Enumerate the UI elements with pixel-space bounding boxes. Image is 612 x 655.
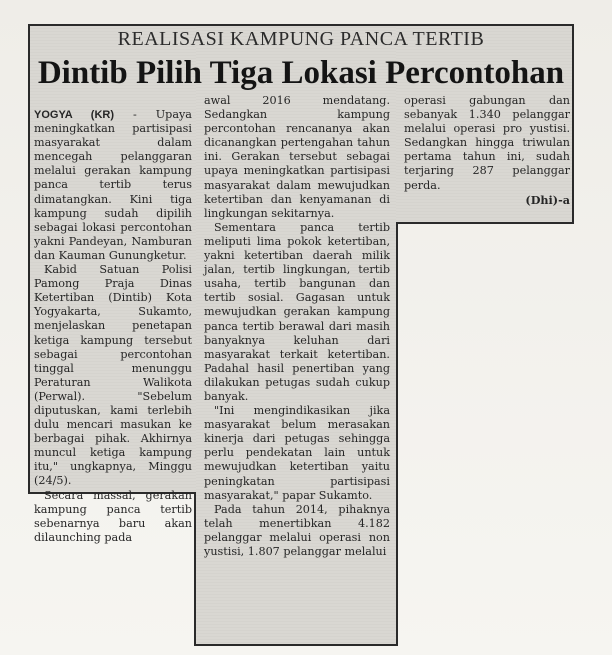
article-headline: Dintib Pilih Tiga Lokasi Percontohan	[37, 55, 565, 91]
paragraph: Kabid Satuan Polisi Pamong Praja Dinas Ketertiban (Dintib) Kota Yogyakarta, Sukamto, menjelaskan penetapan ketiga kampung tersebut sebagai percontohan tinggal menunggu Peraturan Walikota (Perwal). "Sebelum diputuskan, kami terlebih dulu mencari masukan ke berbagai pihak. Akhirnya muncul ketiga kampung itu," ungkapnya, Minggu (24/5).	[34, 263, 192, 488]
paragraph: - Upaya meningkatkan partisipasi masyarakat dalam mencegah pelanggaran melalui gerakan kampung panca tertib terus dimatangkan. Kini tiga kampung sudah dipilih sebagai lokasi percontohan yakni Pandeyan, Namburan dan Kauman Gunungketur.	[34, 108, 192, 262]
column-1	[34, 108, 192, 545]
article-kicker: REALISASI KAMPUNG PANCA TERTIB	[117, 28, 485, 50]
paragraph: operasi gabungan dan sebanyak 1.340 pelanggar melalui operasi pro yustisi. Sedangkan hingga triwulan pertama tahun ini, sudah terjaring 287 pelanggar perda.	[404, 94, 570, 192]
frame-top	[28, 24, 574, 26]
column-3	[404, 94, 570, 207]
dateline: YOGYA (KR)	[34, 109, 114, 121]
paragraph: awal 2016 mendatang. Sedangkan kampung percontohan rencananya akan dicanangkan pertengahan tahun ini. Gerakan tersebut sebagai upaya meningkatkan partisipasi masyarakat dalam mewujudkan ketertiban dan kenyamanan di lingkungan sekitarnya.	[204, 94, 390, 220]
paragraph: "Ini mengindikasikan jika masyarakat belum merasakan kinerja dari petugas sehingga perlu pendekatan lain untuk mewujudkan ketertiban yaitu peningkatan partisipasi masyarakat," papar Sukamto.	[204, 404, 390, 502]
frame-step-left	[194, 492, 196, 646]
column-2	[204, 94, 390, 559]
paragraph: Sementara panca tertib meliputi lima pokok ketertiban, yakni ketertiban daerah milik jalan, tertib lingkungan, tertib usaha, tertib bangunan dan tertib sosial. Gagasan untuk mewujudkan gerakan kampung panca tertib berawal dari masih banyaknya keluhan dari masyarakat terkait ketertiban. Padahal hasil penertiban yang dilakukan petugas sudah cukup banyak.	[204, 220, 390, 403]
frame-left	[28, 24, 30, 494]
frame-right-bottom	[396, 222, 574, 224]
paragraph: Secara massal, gerakan kampung panca tertib sebenarnya baru akan dilaunching pada	[34, 488, 192, 544]
frame-mid-right	[396, 222, 398, 646]
paragraph: Pada tahun 2014, pihaknya telah menertibkan 4.182 pelanggar melalui operasi non yustisi, 1.807 pelanggar melalui	[204, 502, 390, 558]
frame-bottom	[194, 644, 398, 646]
author-signature: (Dhi)-a	[525, 192, 570, 207]
